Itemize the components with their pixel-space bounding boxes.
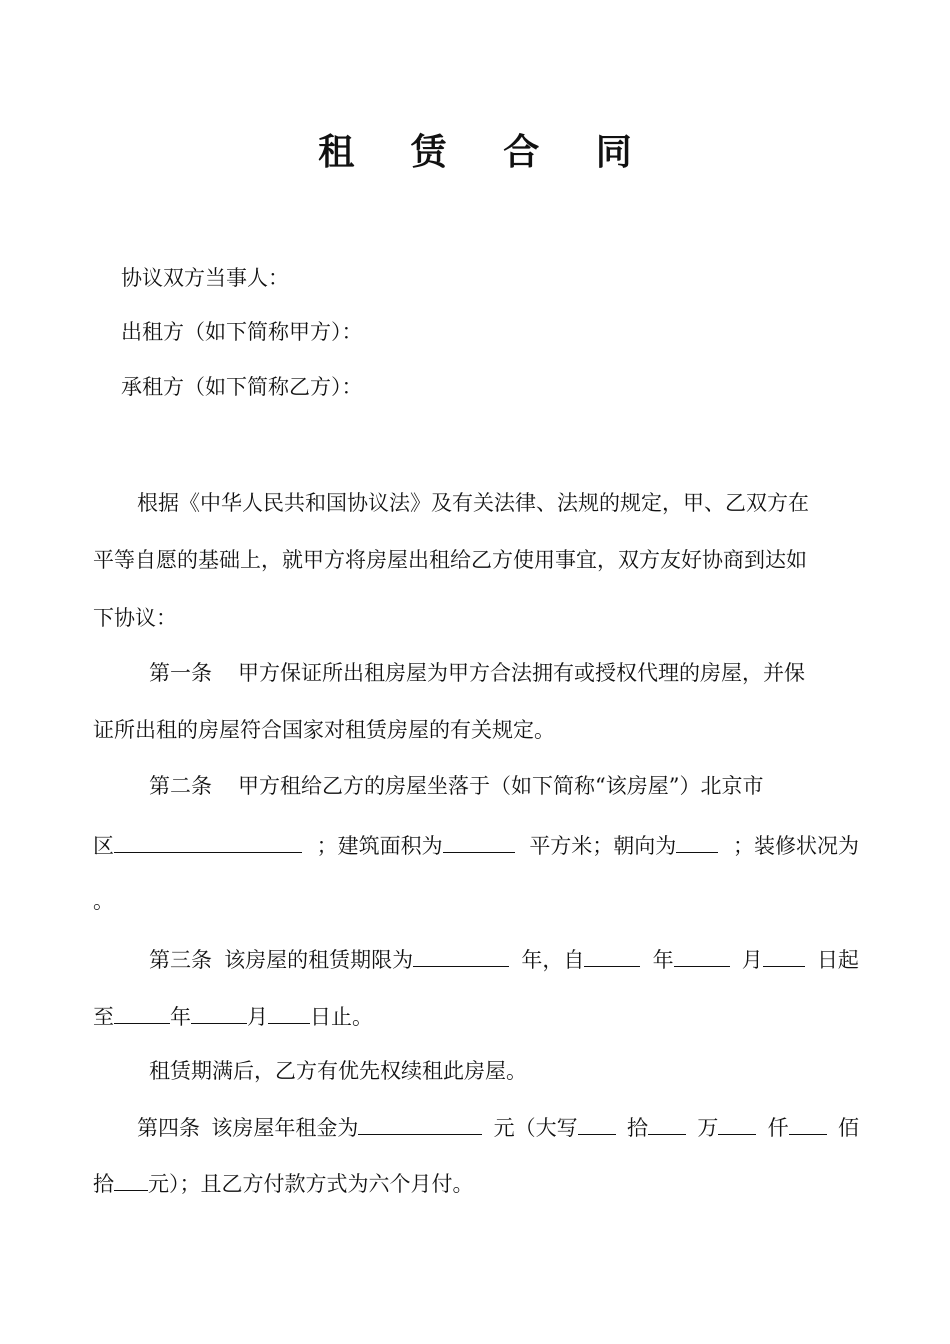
end-year-blank[interactable] [114, 999, 170, 1024]
end-to-label: 至 [93, 1005, 114, 1029]
end-year-label: 年 [170, 1005, 191, 1029]
article-1-line-2: 证所出租的房屋符合国家对租赁房屋的有关规定。 [93, 718, 555, 742]
article-2-text: 甲方租给乙方的房屋坐落于（如下简称“该房屋”）北京市 [238, 774, 764, 798]
start-year-label: 年 [652, 948, 674, 972]
article-1-label: 第一条 [149, 661, 212, 685]
article-2-label: 第二条 [149, 774, 212, 798]
article-3-label: 第三条 [149, 948, 212, 972]
start-month-label: 月 [741, 948, 763, 972]
area-blank[interactable] [443, 828, 515, 853]
wan-label: 万 [697, 1116, 719, 1140]
document-title: 租 赁 合 同 [318, 132, 654, 173]
end-month-blank[interactable] [191, 999, 247, 1024]
preamble-line-3: 下协议： [93, 606, 177, 630]
district-label: 区 [93, 834, 114, 858]
end-month-label: 月 [247, 1005, 268, 1029]
start-day-label: 日起 [816, 948, 859, 972]
shi-wan-blank[interactable] [578, 1110, 616, 1135]
article-4-line-1 [137, 1110, 859, 1144]
end-day-label: 日止。 [310, 1005, 373, 1029]
shi-label: 拾 [626, 1116, 648, 1140]
start-month-blank[interactable] [674, 942, 730, 967]
orientation-blank[interactable] [676, 828, 718, 853]
article-2-end: 。 [93, 889, 114, 913]
article-3-line-2 [93, 999, 373, 1033]
start-day-blank[interactable] [763, 942, 805, 967]
orientation-label: 平方米；朝向为 [529, 834, 677, 858]
wan-blank[interactable] [648, 1110, 686, 1135]
qian-label: 仟 [767, 1116, 789, 1140]
lease-term-blank[interactable] [413, 942, 509, 967]
capital-amount-label: 元（大写 [493, 1116, 578, 1140]
lessee-line: 承租方（如下简称乙方）： [121, 375, 363, 399]
article-4-line-2 [93, 1166, 474, 1200]
area-label: ；建筑面积为 [316, 834, 443, 858]
preamble-line-2: 平等自愿的基础上，就甲方将房屋出租给乙方使用事宜，双方友好协商到达如 [93, 548, 807, 572]
district-blank[interactable] [114, 828, 302, 853]
lease-term-label: 该房屋的租赁期限为 [224, 948, 414, 972]
article-3-line-1 [149, 942, 859, 976]
decoration-label: ；装修状况为 [732, 834, 859, 858]
preamble-line-1: 根据《中华人民共和国协议法》及有关法律、法规的规定，甲、乙双方在 [137, 491, 809, 515]
end-day-blank[interactable] [268, 999, 310, 1024]
annual-rent-blank[interactable] [358, 1110, 482, 1135]
bai-label: 佰 [837, 1116, 859, 1140]
shi-2-blank[interactable] [114, 1166, 148, 1191]
annual-rent-label: 该房屋年租金为 [211, 1116, 359, 1140]
shi-2-label: 拾 [93, 1172, 114, 1196]
qian-blank[interactable] [718, 1110, 756, 1135]
article-1-line-1 [149, 657, 805, 689]
lessor-line: 出租方（如下简称甲方）： [121, 320, 363, 344]
article-2-line-2 [93, 828, 859, 862]
bai-blank[interactable] [789, 1110, 827, 1135]
parties-intro: 协议双方当事人： [121, 266, 289, 290]
start-from-label: 年，自 [521, 948, 585, 972]
article-1-text: 甲方保证所出租房屋为甲方合法拥有或授权代理的房屋，并保 [238, 661, 805, 685]
article-4-label: 第四条 [137, 1116, 200, 1140]
renewal-clause: 租赁期满后，乙方有优先权续租此房屋。 [149, 1059, 527, 1083]
payment-method: 元）；且乙方付款方式为六个月付。 [148, 1172, 474, 1196]
start-year-blank[interactable] [584, 942, 640, 967]
article-2-line-1 [149, 770, 763, 802]
